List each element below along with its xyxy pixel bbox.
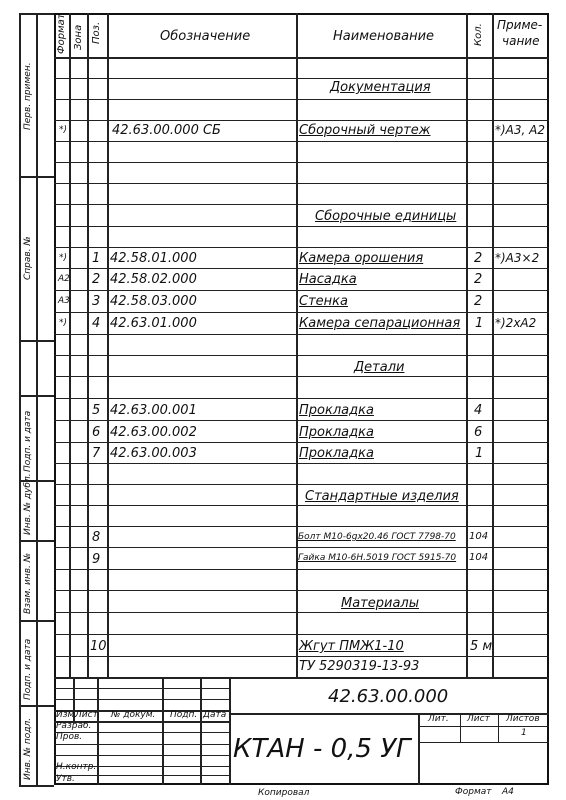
row-qty: 104 (469, 531, 489, 542)
row-pos: 8 (92, 530, 101, 545)
header-name: Наименование (333, 29, 435, 44)
row-pos: 2 (92, 272, 101, 287)
header-note-line1: Приме- (497, 18, 543, 32)
row-name: Прокладка (299, 446, 374, 461)
side-label-vzam-inv: Взам. инв. № (23, 552, 33, 614)
margin-line-inner (36, 13, 38, 785)
section-documentation: Документация (330, 80, 431, 95)
row-pos: 9 (92, 552, 101, 567)
header-pos: Поз. (91, 21, 102, 44)
row-name: Камера орошения (299, 251, 424, 266)
row-format: А2 (58, 274, 70, 284)
header-qty: Кол. (473, 23, 484, 46)
margin-line-outer (19, 13, 21, 785)
tb-listov-value: 1 (521, 728, 527, 738)
side-label-sprav-no: Справ. № (23, 236, 33, 280)
tb-title: КТАН - 0,5 УГ (233, 734, 411, 764)
side-label-perv-primen: Перв. примен. (23, 62, 33, 130)
row-designation: 42.63.00.002 (110, 425, 197, 440)
title-block-divider (229, 677, 231, 785)
row-pos: 3 (92, 294, 101, 309)
row-pos: 5 (92, 403, 101, 418)
row-pos: 7 (92, 446, 101, 461)
row-format: *) (59, 253, 68, 263)
row-qty: 1 (475, 316, 484, 331)
row-format: А3 (58, 296, 70, 306)
row-designation: 42.63.00.000 СБ (112, 123, 221, 138)
row-note: *)А3×2 (495, 251, 540, 265)
row-pos: 1 (92, 251, 101, 266)
row-qty: 104 (469, 552, 489, 563)
row-designation: 42.63.00.001 (110, 403, 197, 418)
header-designation: Обозначение (160, 29, 251, 44)
side-label-podp-data-2: Подп. и дата (23, 638, 33, 700)
tb-dokum: № докум. (111, 710, 156, 720)
tb-podp: Подп. (170, 710, 198, 720)
row-designation: 42.63.00.003 (110, 446, 197, 461)
tb-list2: Лист (467, 714, 490, 724)
row-qty: 2 (474, 251, 483, 266)
row-pos: 6 (92, 425, 101, 440)
footer-format-value: А4 (502, 787, 514, 797)
row-format: *) (59, 125, 68, 135)
row-name: Камера сепарационная (299, 316, 461, 331)
side-label-podp-data-1: Подп. и дата (23, 410, 33, 472)
row-name: Прокладка (299, 403, 374, 418)
tb-listov: Листов (506, 714, 540, 724)
row-name: Насадка (299, 272, 357, 287)
tb-izm: Изм. (56, 710, 78, 720)
row-qty: 6 (474, 425, 483, 440)
tb-data: Дата (203, 710, 227, 720)
row-qty: 5 м (470, 639, 493, 654)
section-assemblies: Сборочные единицы (315, 209, 457, 224)
row-designation: 42.58.03.000 (110, 294, 197, 309)
row-pos: 10 (90, 639, 107, 654)
footer-copied: Копировал (258, 788, 310, 798)
row-designation: 42.58.02.000 (110, 272, 197, 287)
tb-lit: Лит. (428, 714, 449, 724)
header-zone: Зона (73, 24, 84, 50)
row-designation: 42.58.01.000 (110, 251, 197, 266)
row-name: Стенка (299, 294, 348, 309)
row-name: Болт М10-6gх20.46 ГОСТ 7798-70 (298, 532, 456, 542)
row-name: Сборочный чертеж (299, 123, 431, 138)
section-details: Детали (354, 360, 405, 375)
row-qty: 2 (474, 294, 483, 309)
tb-nkontr: Н.контр. (56, 762, 97, 772)
side-label-inv-podl: Инв. № подл. (23, 717, 33, 780)
header-format: Формат (56, 13, 67, 54)
row-pos: 4 (92, 316, 101, 331)
tb-utv: Утв. (56, 774, 75, 784)
row-qty: 2 (474, 272, 483, 287)
header-note-line2: чание (502, 34, 540, 48)
row-format: *) (59, 318, 68, 328)
row-note: *)А3, А2 (495, 123, 545, 137)
tb-razrab: Разраб. (56, 721, 92, 731)
side-label-inv-dubl: Инв. № дубл. (23, 473, 33, 535)
row-designation: 42.63.01.000 (110, 316, 197, 331)
row-name: Жгут ПМЖ1-10 (299, 639, 404, 654)
section-standard: Стандартные изделия (305, 489, 459, 504)
row-name: Прокладка (299, 425, 374, 440)
footer-format-label: Формат (455, 787, 492, 797)
row-qty: 1 (475, 446, 484, 461)
section-materials: Материалы (341, 596, 419, 611)
tb-prov: Пров. (56, 732, 83, 742)
tb-list: Лист (75, 710, 98, 720)
row-note: *)2хА2 (495, 316, 537, 330)
row-qty: 4 (474, 403, 483, 418)
row-name-line2: ТУ 5290319-13-93 (299, 659, 420, 674)
row-name: Гайка М10-6Н.5019 ГОСТ 5915-70 (298, 553, 457, 563)
tb-code: 42.63.00.000 (328, 686, 449, 707)
